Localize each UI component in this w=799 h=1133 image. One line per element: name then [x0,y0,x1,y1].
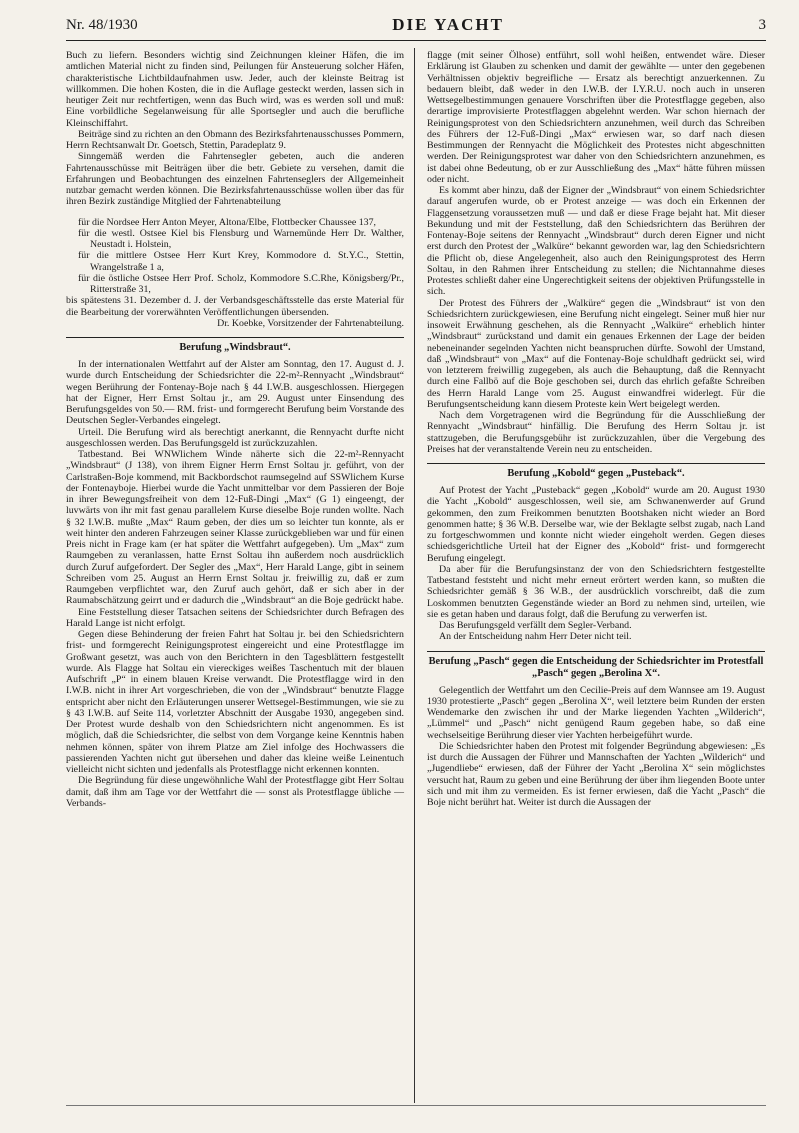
section-heading: Berufung „Pasch“ gegen die Entscheidung der Schiedsrichter im Protestfall „Pasch“ gegen „Berolina X“. [428,655,764,679]
paragraph: Eine Feststellung dieser Tatsachen seitens der Schiedsrichter durch Befragen des Harald Lange ist nicht erfolgt. [66,606,404,629]
paragraph: Buch zu liefern. Besonders wichtig sind Zeichnungen kleiner Häfen, die im amtlichen Material nicht zu finden sind, Peilungen für Ansteuerung solcher Häfen, charakteristische Lichtbildaufnahmen usw. Jeder, auch der kleinste Beitrag ist willkommen. Die hohen Kosten, die in die Auflage gesteckt werden, lassen sich in heutiger Zeit nur rechtfertigen, wenn das Buch wird, was es werden soll und muß: Eine vorbildliche Segelanweisung für alle Sportsegler und auch die berufliche Kleinschiffahrt. [66,50,404,129]
paragraph: Gelegentlich der Wettfahrt um den Cecilie-Preis auf dem Wannsee am 19. August 1930 protestierte „Pasch“ gegen „Berolina X“, weil letztere beim Runden der ersten Wendemarke den zwischen ihr und der Marke liegenden Yachten „Wilderich“, „Lümmel“ und „Pasch“ nicht genügend Raum gegeben habe, so daß eine wechselseitige Berührung dieser vier Yachten herbeigeführt wurde. [427,684,765,741]
column-divider [414,48,415,1103]
paragraph: flagge (mit seiner Ölhose) entführt, soll wohl heißen, entwendet wäre. Dieser Erklärung ist Glauben zu schenken und damit der gewählte — unter den gegebenen Verhältnissen objektiv begreifliche — Ersatz als berechtigt anzuerkennen. Zu bedauern bleibt, daß weder in den I.W.B. der I.Y.R.U. noch auch in unseren Wettsegelbestimmungen genauere Vorschriften über die Protestflagge gegeben, also derartige improvisierte Protestflaggen abgelehnt werden. War schon hiernach der Reinigungsprotest von den Schiedsrichtern anzunehmen, weil durch das Schreiben des Führers der 12-Fuß-Dingi „Max“ erwiesen war, so darf nach diesen Bestimmungen der Rennyacht die Möglichkeit des Protestes nicht abgeschnitten werden. Der Reinigungsprotest war daher von den Schiedsrichtern anzunehmen, es ist dabei ohne Bedeutung, ob er zur Ausschließung des „Max“ hätte führen müssen oder nicht. [427,50,765,185]
bottom-rule [66,1105,766,1106]
paragraph: Die Schiedsrichter haben den Protest mit folgender Begründung abgewiesen: „Es ist durch die Aussagen der Führer und Mannschaften der Yachten „Wilderich“ und „Jugendliebe“ erwiesen, daß der Führer der Yacht „Berolina X“ sein möglichstes versucht hat, Raum zu geben und eine Berührung der über ihm liegenden Boote unter sich und mit ihm zu vermeiden. Es ist ferner erwiesen, daß die Yacht „Pasch“ die Boje nicht berührt hat. Weiter ist durch die Aussagen der [427,740,765,808]
paragraph: Urteil. Die Berufung wird als berechtigt anerkannt, die Rennyacht durfte nicht ausgeschlossen werden. Das Berufungsgeld ist zurückzuzahlen. [66,426,404,449]
left-column [66,50,404,809]
paragraph: Der Protest des Führers der „Walküre“ gegen die „Windsbraut“ ist von den Schiedsrichtern zurückgewiesen, eine Berufung nicht eingelegt. Seiner muß hier nur insoweit Erwähnung geschehen, als die Rennyacht „Walküre“ erheblich hinter „Windsbraut“ zurückstand und damit ein genaues Erkennen der Lage der beiden nebeneinander segelnden Yachten nicht beanspruchen dürfte. Sowohl der Umstand, daß „Windsbraut“ von „Max“ auf die Fontenay-Boje schuldhaft gedrückt sei, wird von letzterem freiwillig zugegeben, als auch die Behauptung, daß die Rennyacht durch eine Fallbö auf die Boje geschoben sei, durch das ehrlich gefaßte Schreiben des Herrn Harald Lange vom 25. August einwandfrei widerlegt. Für die Berufungsentscheidung kann diesem Proteste kein Wert beigelegt werden. [427,297,765,410]
section-divider [66,337,404,338]
list-item: für die mittlere Ostsee Herr Kurt Krey, Kommodore d. St.Y.C., Stettin, Wrangelstraße 1 a, [78,250,404,273]
section-heading: Berufung „Windsbraut“. [179,342,291,353]
issue-number: Nr. 48/1930 [66,16,138,33]
list-item: für die östliche Ostsee Herr Prof. Scholz, Kommodore S.C.Rhe, Königsberg/Pr., Ritterstraße 31, [78,272,404,295]
paragraph: Es kommt aber hinzu, daß der Eigner der „Windsbraut“ von einem Schiedsrichter darauf angerufen wurde, ob er Protest anzeige — was doch ein Erkennen der Flaggensetzung voraussetzen muß — und daß er diese Frage bejaht hat. Mit dieser Bekundung und mit der Feststellung, daß den Schiedsrichtern das Berühren der Fontenay-Boje seitens der Rennyacht „Windsbraut“ durch deren Eigner und nicht erst durch den Protest der „Walküre“ bekannt geworden war, lag den Schiedsrichtern die Pflicht ob, diese Angelegenheit, also auch den Reinigungsprotest des Herrn Soltau, in den Rahmen ihrer Entscheidung zu stellen; die Nichtannahme dieses Protestes schließt daher eine Ungerechtigkeit seitens der objektiven Prüfungsstelle in sich. [427,185,765,298]
list-item: für die westl. Ostsee Kiel bis Flensburg und Warnemünde Herr Dr. Walther, Neustadt i. Holstein, [78,227,404,250]
paragraph: In der internationalen Wettfahrt auf der Alster am Sonntag, den 17. August d. J. wurde durch Entscheidung der Schiedsrichter die 22-m²-Rennyacht „Windsbraut“ wegen Berührung der Fontenay-Boje nach § 44 I.W.B. ausgeschlossen. Hiergegen hat der Eigner, Herr Ernst Soltau jr., am 29. August unter Einsendung des Berufungsgeldes von 50.— RM. frist- und formgerecht Berufung beim Vorstande des Deutschen Segler-Verbandes eingelegt. [66,359,404,427]
section-divider [427,651,765,652]
list-item: für die Nordsee Herr Anton Meyer, Altona/Elbe, Flottbecker Chaussee 137, [78,216,376,228]
paragraph: Auf Protest der Yacht „Pusteback“ gegen „Kobold“ wurde am 20. August 1930 die Yacht „Kobold“ ausgeschlossen, weil sie, am Schwanenwerder auf Grund gekommen, den zum Freikommen benutzten Bootshaken nicht wieder an Bord genommen hatte; § 36 W.B. Derselbe war, wie der Beklagte selbst zugab, nach Land zu fortgeschwommen und konnte nicht wieder eingeholt werden. Gegen dieses schiedsgerichtliche Urteil hat der Eigner des „Kobold“ frist- und formgerecht Berufung eingelegt. [427,485,765,564]
paragraph: Tatbestand. Bei WNWlichem Winde näherte sich die 22-m²-Rennyacht „Windsbraut“ (J 138), von ihrem Eigner Herrn Ernst Soltau jr. geführt, von der Carlstraßen-Boje kommend, mit Backbordschot raumsegelnd auf SSWlichem Kurse der Fontenayboje. Hierbei wurde die Yacht unmittelbar vor dem Passieren der Boje in ihrer Bewegungsfreiheit von dem 12-Fuß-Dingi „Max“ (G 1) eingeengt, der luvwärts von ihr mit fast genau parallelem Kurse dieselbe Boje runden wollte. Nach § 32 I.W.B. mußte „Max“ Raum geben, der dies um so leichter tun konnte, als er weit hinter den anderen Fahrzeugen seiner Klasse zurückgeblieben war und für einen Preis nicht in Frage kam (er hat später die Wettfahrt aufgegeben). Um „Max“ zum Raumgeben zu veranlassen, hatte Ernst Soltau ihn außerdem noch ausdrücklich durch Zuruf aufgefordert. Der Segler des „Max“, Herr Harald Lange, gibt in seinem Schreiben vom 25. August an Herrn Ernst Soltau jr. freiwillig zu, daß er zum Raumgeben verpflichtet war, den Zuruf auch gehört, daß er sich aber in der Raumabschätzung geirrt und er dadurch die „Windsbraut“ an die Boje gedrückt habe. [66,449,404,607]
section-divider [427,463,765,464]
page-number: 3 [758,16,766,33]
header-rule [66,40,766,41]
page-header [66,12,766,38]
paragraph: Nach dem Vorgetragenen wird die Begründung für die Ausschließung der Rennyacht „Windsbraut“ hinfällig. Die Berufung des Herrn Soltau jr. ist stattzugeben, die Berufungsgebühr ist zurückzuzahlen, über die Vergebung des Preises hat der veranstaltende Verein neu zu entscheiden. [427,410,765,455]
magazine-title: DIE YACHT [392,15,504,34]
paragraph: Beiträge sind zu richten an den Obmann des Bezirksfahrtenausschusses Pommern, Herrn Rechtsanwalt Dr. Goetsch, Stettin, Paradeplatz 9. [66,128,404,151]
paragraph: An der Entscheidung nahm Herr Deter nicht teil. [439,631,632,643]
spacer [66,208,404,217]
signature: Dr. Koebke, Vorsitzender der Fahrtenabteilung. [217,317,404,329]
right-column [427,50,765,808]
paragraph: Die Begründung für diese ungewöhnliche Wahl der Protestflagge gibt Herr Soltau damit, daß ihm am Tage vor der Wettfahrt die — sonst als Protestflagge übliche — Verbands- [66,775,404,809]
paragraph: Da aber für die Berufungsinstanz der von den Schiedsrichtern festgestellte Tatbestand feststeht und nicht mehr erneut erörtert werden kann, so mußten die Schiedsrichter gemäß § 36 W.B., der ausdrücklich vorschreibt, daß die zum Loskommen benutzten Gegenstände wieder an Bord zu nehmen sind, urteilen, wie sie es getan haben und daraus folgt, daß die Berufung zu verwerfen ist. [427,563,765,620]
paragraph: Das Berufungsgeld verfällt dem Segler-Verband. [439,620,632,631]
paragraph: Sinngemäß werden die Fahrtensegler gebeten, auch die anderen Fahrtenausschüsse mit Beiträgen über die betr. Gebiete zu versehen, damit die Erfahrungen und Beobachtungen des einzelnen Fahrtenseglers der Allgemeinheit nutzbar gemacht werden können. Die Bezirksfahrtenausschüsse wollen über das für ihren Bezirk zuständige Mitglied der Fahrtenabteilung [66,151,404,208]
paragraph: Gegen diese Behinderung der freien Fahrt hat Soltau jr. bei den Schiedsrichtern frist- und formgerecht Reinigungsprotest eingereicht und eine Protestflagge im Großwant gesetzt, was auch von den Berichtern in den Tagesblättern festgestellt wurde. Als Flagge hat Soltau ein viereckiges weißes Taschentuch mit der blauen Aufschrift „P“ in einem blauen Kreise verwandt. Die Protestflagge wird in den I.W.B. nicht in ihrer Art vorgeschrieben, die von der „Windsbraut“ benutzte Flagge entspricht aber nicht den Erläuterungen unserer Wettsegel-Bestimmungen, wie sie zu § 43 I.W.B. auf Seite 114, vorletzter Abschnitt der Ausgabe 1930, angegeben sind. Der Protest wurde deshalb von den Schiedsrichtern nicht angenommen. Es ist möglich, daß die Schiedsrichter, die selbst von dem Vorgange keine Kenntnis haben nehmen können, später von ihrem Platze am Ziel infolge des Hochwassers die passierenden Yachten nicht gut übersehen und daher das kleine weiße Leinentuch vielleicht nicht sichten und jedenfalls als Protestflagge nicht erkennen konnten. [66,629,404,775]
section-heading: Berufung „Kobold“ gegen „Pusteback“. [507,468,685,479]
paragraph: bis spätestens 31. Dezember d. J. der Verbandsgeschäftsstelle das erste Material für die Bearbeitung der vorerwähnten Veröffentlichungen übersenden. [66,295,404,318]
